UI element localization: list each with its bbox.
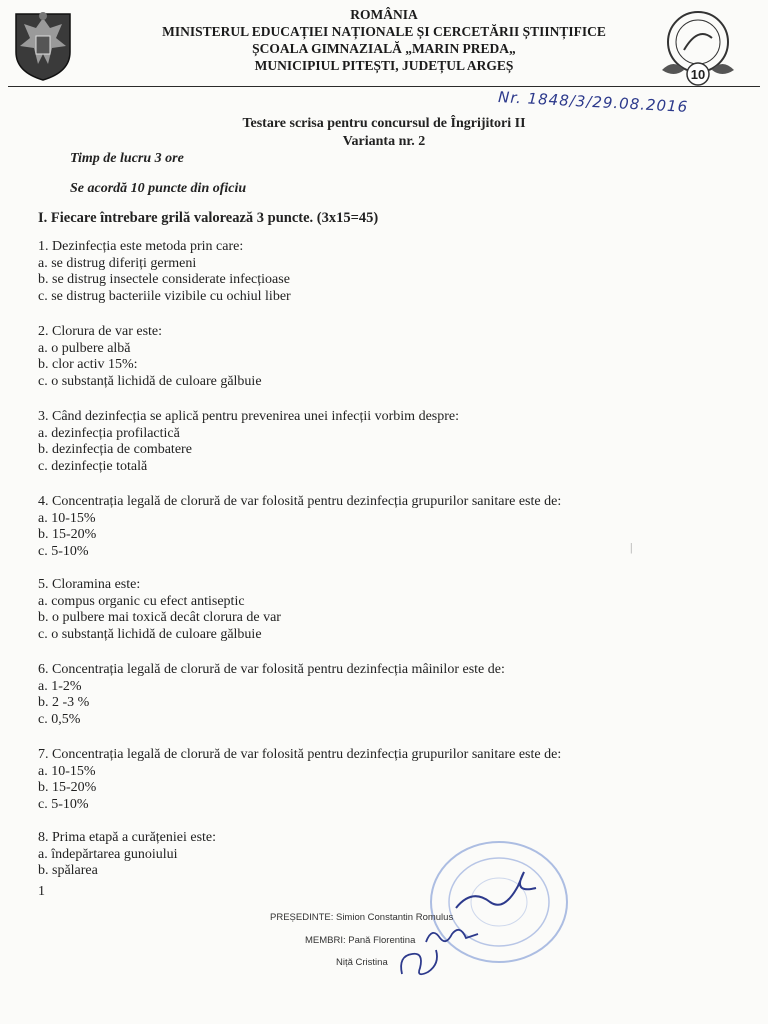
registration-number: Nr. 1848/3/29.08.2016 — [497, 88, 689, 116]
document-header — [0, 6, 768, 74]
question-text: 1. Dezinfecția este metoda prin care: — [38, 239, 244, 254]
question-1 — [38, 239, 291, 305]
answer-option: c. 5-10% — [38, 543, 89, 559]
answer-option: b. dezinfecția de combatere — [38, 442, 192, 457]
question-text: 3. Când dezinfecția se aplică pentru prevenirea unei infecții vorbim despre: — [38, 409, 459, 424]
answer-option: a. se distrug diferiți germeni — [38, 255, 197, 271]
question-text: 5. Cloramina este: — [38, 577, 141, 592]
answer-option: b. 2 -3 % — [38, 695, 90, 710]
answer-option: c. 5-10% — [38, 796, 89, 812]
page-number: 1 — [38, 884, 45, 899]
president-signature-line: PREȘEDINTE: Simion Constantin Romulus — [270, 912, 454, 923]
answer-option: a. 1-2% — [38, 678, 82, 694]
answer-option: c. dezinfecție totală — [38, 458, 148, 474]
member-2-signature-icon — [396, 944, 446, 989]
section-heading: I. Fiecare întrebare grilă valorează 3 puncte. (3x15=45) — [38, 210, 379, 226]
question-text: 2. Clorura de var este: — [38, 324, 163, 339]
question-text: 6. Concentrația legală de clorură de var folosită pentru dezinfecția mâinilor este de: — [38, 662, 505, 677]
question-2 — [38, 324, 262, 390]
question-8 — [38, 830, 216, 880]
answer-option: b. clor activ 15%: — [38, 357, 138, 372]
answer-option: a. o pulbere albă — [38, 340, 131, 356]
member-2-signature-line: Niță Cristina — [336, 957, 388, 968]
members-signature-line: MEMBRI: Pană Florentina — [305, 935, 416, 946]
school-logo-number: 10 — [690, 67, 706, 82]
answer-option: c. 0,5% — [38, 711, 81, 727]
answer-option: a. compus organic cu efect antiseptic — [38, 593, 245, 609]
answer-option: b. spălarea — [38, 863, 98, 878]
question-text: 8. Prima etapă a curățeniei este: — [38, 830, 217, 845]
question-5 — [38, 577, 281, 643]
test-title: Testare scrisa pentru concursul de Îngrijitori II — [242, 116, 526, 131]
answer-option: b. o pulbere mai toxică decât clorura de var — [38, 610, 281, 625]
answer-option: a. 10-15% — [38, 763, 96, 779]
header-ministry: MINISTERUL EDUCAȚIEI NAȚIONALE ȘI CERCETĂRII ȘTIINȚIFICE — [162, 24, 606, 39]
president-signature-icon — [452, 868, 542, 921]
answer-option: b. 15-20% — [38, 780, 97, 795]
test-variant: Varianta nr. 2 — [342, 134, 426, 149]
question-text: 7. Concentrația legală de clorură de var folosită pentru dezinfecția grupurilor sanitare este de: — [38, 747, 562, 762]
answer-option: a. dezinfecția profilactică — [38, 425, 180, 441]
bonus-points: Se acordă 10 puncte din oficiu — [70, 181, 247, 196]
answer-option: b. 15-20% — [38, 527, 97, 542]
answer-option: b. se distrug insectele considerate infecțioase — [38, 272, 290, 287]
answer-option: a. 10-15% — [38, 510, 96, 526]
answer-option: a. îndepărtarea gunoiului — [38, 846, 178, 862]
header-municipality: MUNICIPIUL PITEȘTI, JUDEȚUL ARGEȘ — [254, 58, 514, 73]
school-logo-icon — [654, 8, 742, 90]
answer-option: c. o substanță lichidă de culoare gălbuie — [38, 373, 262, 389]
question-3 — [38, 409, 459, 475]
work-time: Timp de lucru 3 ore — [70, 151, 184, 166]
header-divider — [8, 86, 760, 87]
header-school: ȘCOALA GIMNAZIALĂ „MARIN PREDA„ — [252, 41, 516, 56]
answer-option: c. se distrug bacteriile vizibile cu ochiul liber — [38, 288, 291, 304]
question-4 — [38, 494, 561, 560]
question-6 — [38, 662, 505, 728]
scan-mark: | — [630, 540, 633, 554]
question-text: 4. Concentrația legală de clorură de var folosită pentru dezinfecția grupurilor sanitare este de: — [38, 494, 562, 509]
answer-option: c. o substanță lichidă de culoare gălbuie — [38, 626, 262, 642]
question-7 — [38, 747, 561, 813]
header-country: ROMÂNIA — [350, 7, 418, 22]
